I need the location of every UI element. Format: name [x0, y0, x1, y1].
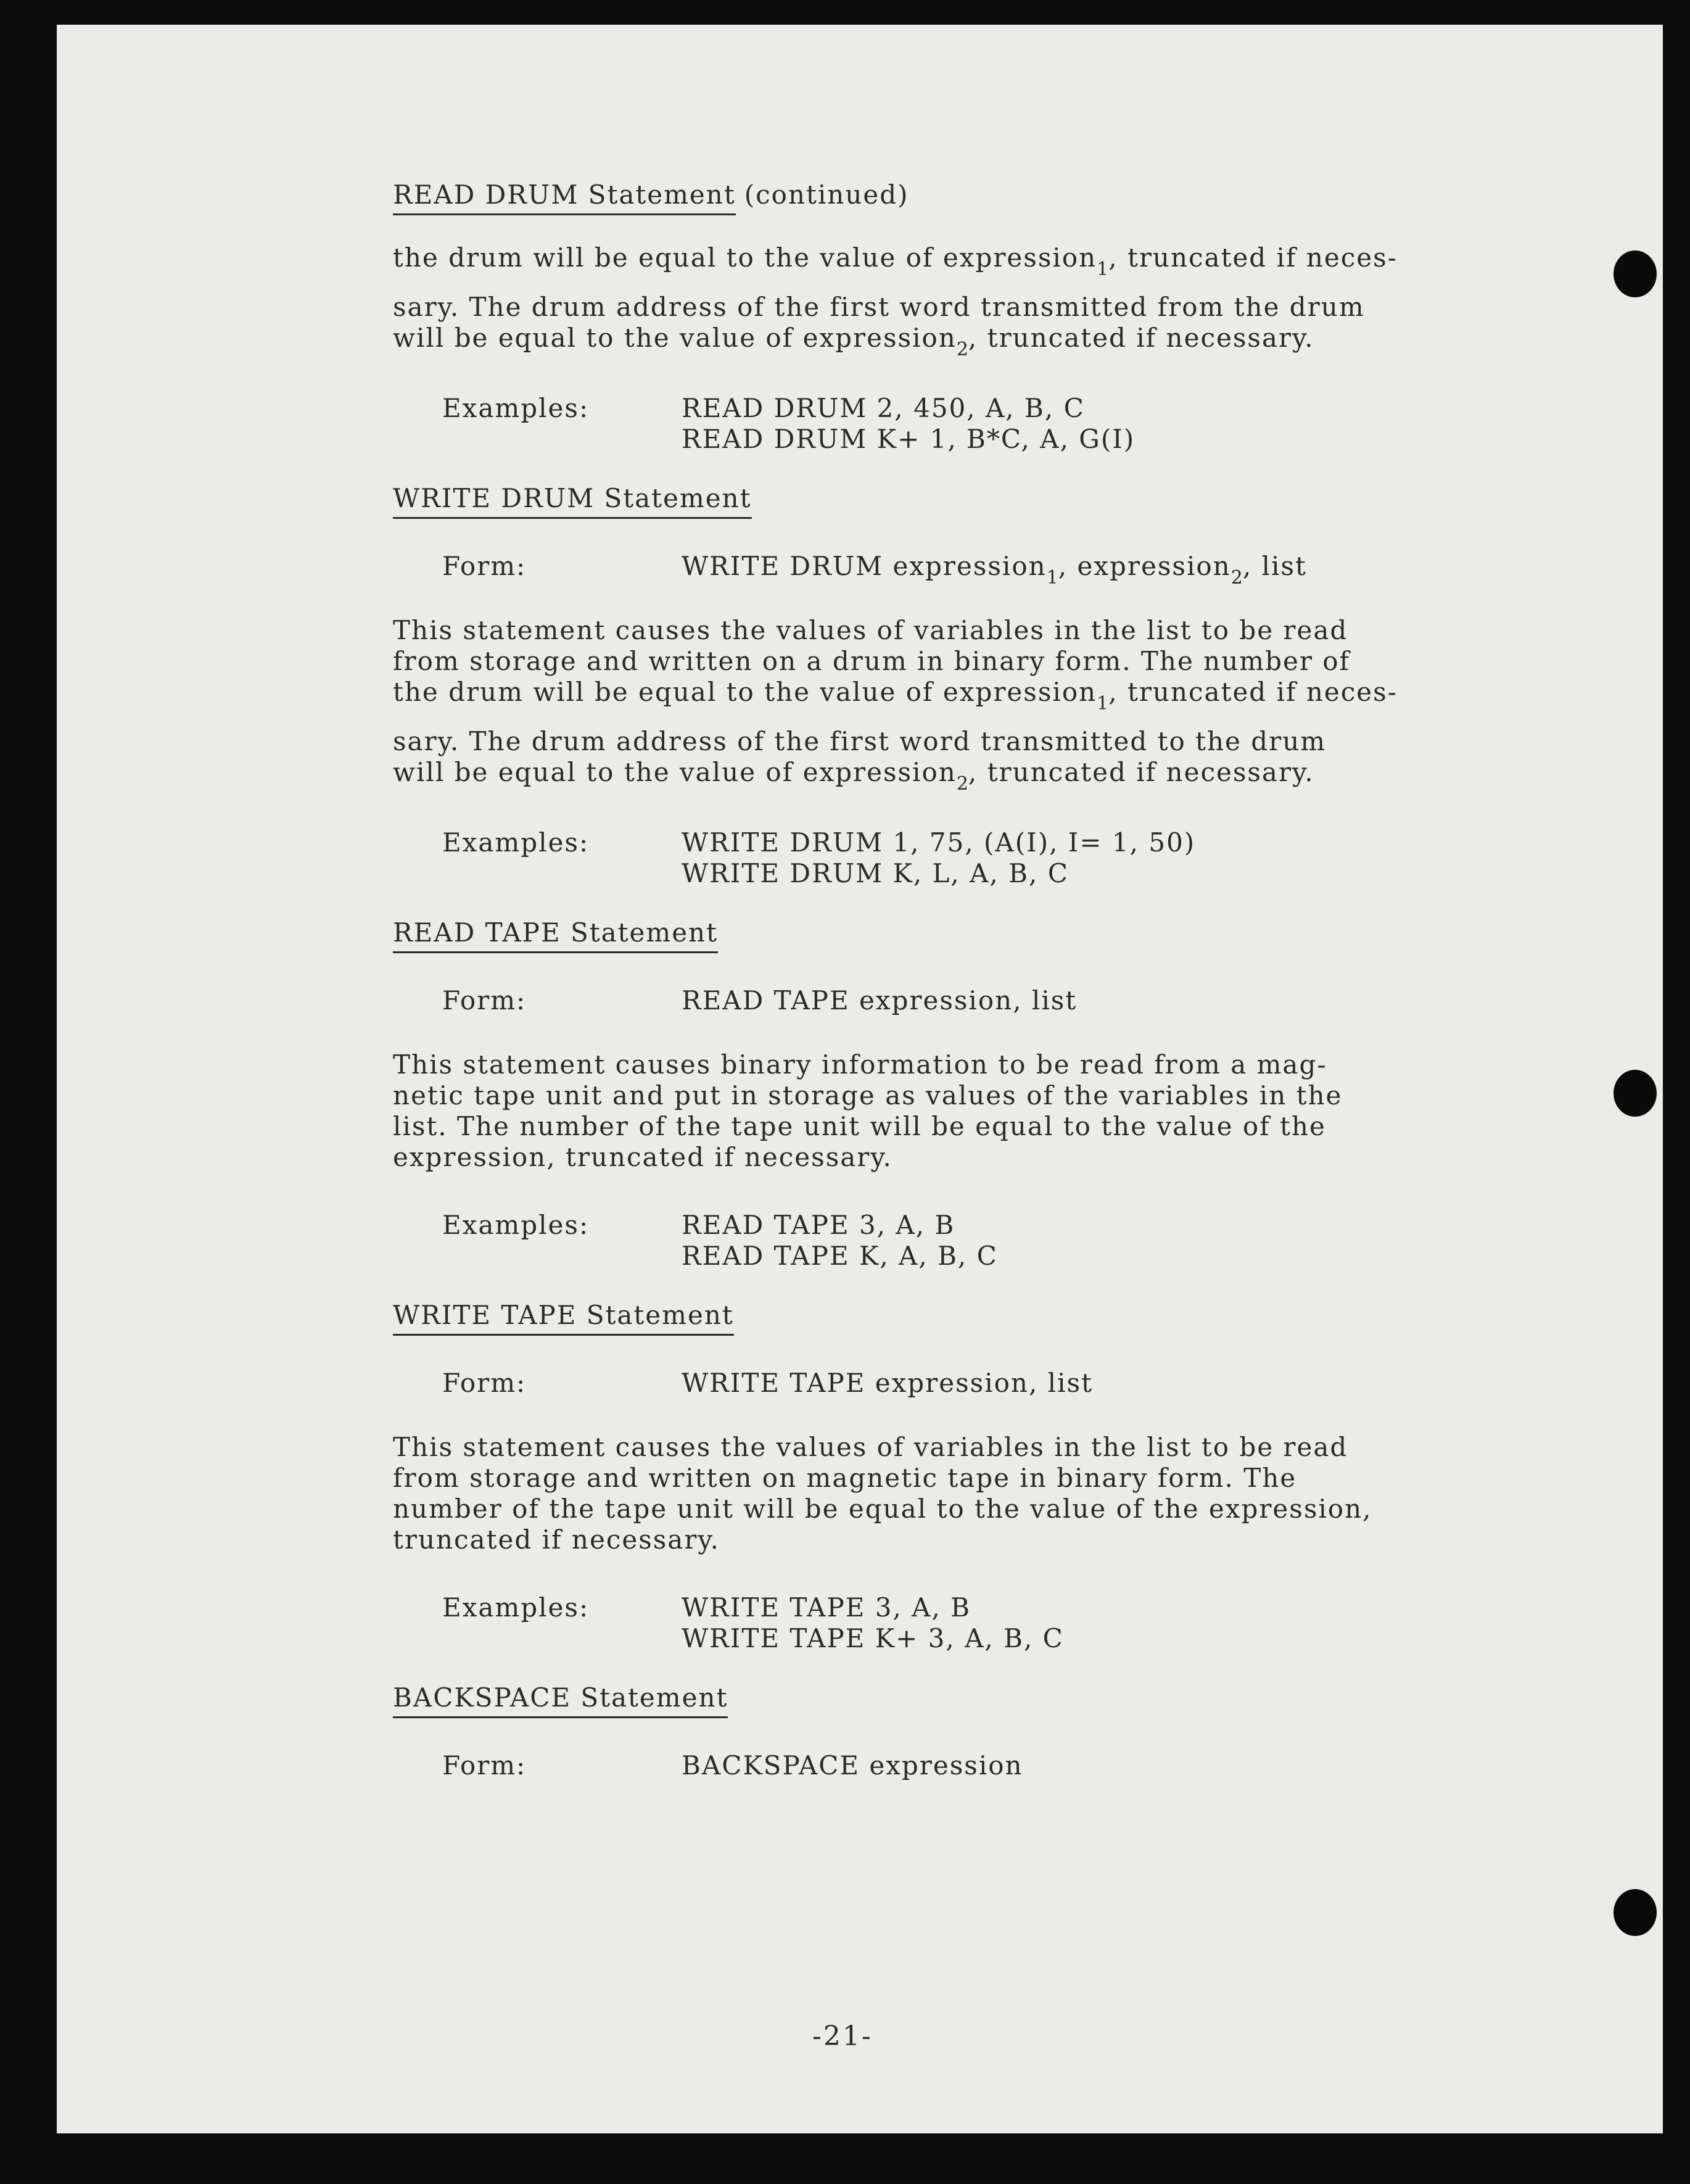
subscript: 1 — [1046, 567, 1058, 589]
example-line: READ DRUM 2, 450, A, B, C — [682, 393, 1085, 423]
punch-hole-bottom — [1614, 1889, 1657, 1936]
example-line: WRITE TAPE 3, A, B — [682, 1592, 971, 1623]
paragraph-line: sary. The drum address of the first word transmitted from the drum — [393, 292, 1365, 322]
paragraph-line: the drum will be equal to the value of expression$_1$, truncated if neces- — [393, 677, 1398, 714]
subscript: 2 — [1230, 567, 1243, 589]
section-heading-write-drum: WRITE DRUM Statement — [393, 482, 752, 519]
punch-hole-top — [1614, 250, 1657, 297]
punch-hole-middle — [1614, 1070, 1657, 1117]
paragraph-line: number of the tape unit will be equal to the value of the expression, — [393, 1494, 1372, 1524]
form-syntax: READ TAPE expression, list — [682, 985, 1078, 1015]
subscript: 2 — [956, 773, 968, 795]
example-line: WRITE DRUM 1, 75, (A(I), I= 1, 50) — [682, 827, 1196, 858]
examples-label: Examples: — [442, 393, 590, 423]
section-heading-write-tape: WRITE TAPE Statement — [393, 1299, 734, 1336]
paragraph-line: expression, truncated if necessary. — [393, 1142, 892, 1172]
paragraph-line: sary. The drum address of the first word transmitted to the drum — [393, 726, 1327, 756]
form-label: Form: — [442, 551, 527, 581]
paragraph-line: will be equal to the value of expression$_2$, truncated if necessary. — [393, 323, 1314, 360]
subscript: 1 — [1097, 693, 1109, 714]
form-syntax: WRITE DRUM expression$_1$, expression$_2$, list — [682, 551, 1307, 589]
paragraph-line: list. The number of the tape unit will be equal to the value of the — [393, 1111, 1326, 1141]
paragraph-line: This statement causes binary information to be read from a mag- — [393, 1049, 1327, 1080]
examples-label: Examples: — [442, 827, 590, 858]
paragraph-line: netic tape unit and put in storage as values of the variables in the — [393, 1080, 1343, 1111]
paragraph-line: will be equal to the value of expression$_2$, truncated if necessary. — [393, 757, 1314, 795]
paragraph-line: truncated if necessary. — [393, 1524, 720, 1555]
examples-label: Examples: — [442, 1592, 590, 1623]
heading-text: READ DRUM Statement — [393, 180, 736, 210]
page-number: -21- — [812, 2021, 873, 2052]
subscript: 1 — [1097, 259, 1109, 280]
example-line: READ TAPE 3, A, B — [682, 1210, 955, 1240]
form-label: Form: — [442, 985, 527, 1015]
examples-label: Examples: — [442, 1210, 590, 1240]
document-page — [57, 25, 1663, 2133]
heading-continued: (continued) — [744, 180, 909, 210]
paragraph-line: from storage and written on a drum in binary form. The number of — [393, 646, 1351, 676]
form-label: Form: — [442, 1750, 527, 1781]
paragraph-line: This statement causes the values of variables in the list to be read — [393, 615, 1348, 645]
form-syntax: WRITE TAPE expression, list — [682, 1368, 1093, 1398]
example-line: WRITE TAPE K+ 3, A, B, C — [682, 1623, 1064, 1653]
example-line: WRITE DRUM K, L, A, B, C — [682, 858, 1069, 888]
section-heading-backspace: BACKSPACE Statement — [393, 1682, 728, 1718]
section-heading-read-drum — [393, 179, 909, 215]
paragraph-line: This statement causes the values of variables in the list to be read — [393, 1432, 1348, 1462]
form-label: Form: — [442, 1368, 527, 1398]
example-line: READ TAPE K, A, B, C — [682, 1241, 998, 1271]
example-line: READ DRUM K+ 1, B*C, A, G(I) — [682, 424, 1136, 454]
paragraph-line: the drum will be equal to the value of expression$_1$, truncated if neces- — [393, 242, 1398, 280]
section-heading-read-tape: READ TAPE Statement — [393, 917, 718, 953]
subscript: 2 — [956, 339, 968, 360]
paragraph-line: from storage and written on magnetic tape in binary form. The — [393, 1463, 1297, 1493]
form-syntax: BACKSPACE expression — [682, 1750, 1023, 1781]
